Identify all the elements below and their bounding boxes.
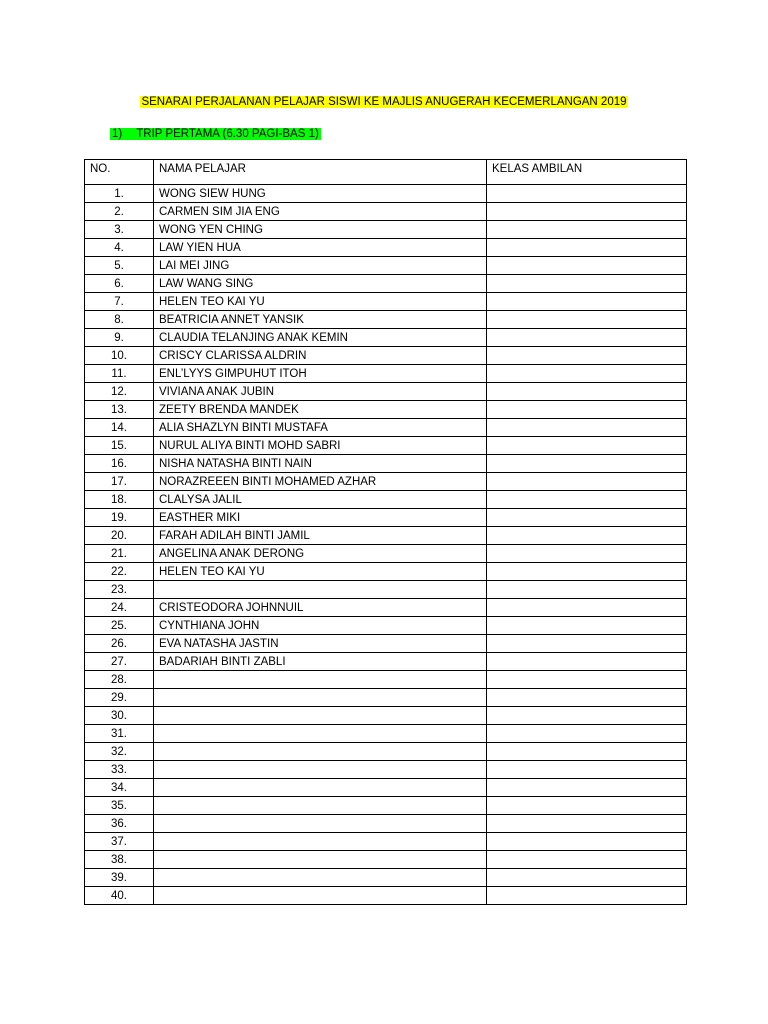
student-name-cell: ALIA SHAZLYN BINTI MUSTAFA xyxy=(154,419,487,437)
kelas-ambilan-cell xyxy=(487,401,687,419)
table-row xyxy=(85,815,687,833)
row-number-cell: 25. xyxy=(85,617,154,635)
student-name-cell: ANGELINA ANAK DERONG xyxy=(154,545,487,563)
trip-label: TRIP PERTAMA (6.30 PAGI-BAS 1) xyxy=(136,128,319,140)
kelas-ambilan-cell xyxy=(487,617,687,635)
row-number-cell: 1. xyxy=(85,185,154,203)
row-number-cell: 12. xyxy=(85,383,154,401)
kelas-ambilan-cell xyxy=(487,653,687,671)
table-row xyxy=(85,563,687,581)
kelas-ambilan-cell xyxy=(487,491,687,509)
kelas-ambilan-cell xyxy=(487,887,687,905)
kelas-ambilan-cell xyxy=(487,851,687,869)
kelas-ambilan-cell xyxy=(487,635,687,653)
kelas-ambilan-cell xyxy=(487,599,687,617)
row-number-cell: 31. xyxy=(85,725,154,743)
row-number-cell: 29. xyxy=(85,689,154,707)
student-name-cell: LAI MEI JING xyxy=(154,257,487,275)
kelas-ambilan-cell xyxy=(487,833,687,851)
table-row xyxy=(85,419,687,437)
table-row xyxy=(85,797,687,815)
table-body xyxy=(85,185,687,905)
kelas-ambilan-cell xyxy=(487,185,687,203)
kelas-ambilan-cell xyxy=(487,815,687,833)
header-nama-pelajar: NAMA PELAJAR xyxy=(154,160,487,185)
row-number-cell: 38. xyxy=(85,851,154,869)
row-number-cell: 2. xyxy=(85,203,154,221)
kelas-ambilan-cell xyxy=(487,797,687,815)
row-number-cell: 36. xyxy=(85,815,154,833)
row-number-cell: 20. xyxy=(85,527,154,545)
table-row xyxy=(85,293,687,311)
table-row xyxy=(85,185,687,203)
table-row xyxy=(85,383,687,401)
table-row xyxy=(85,833,687,851)
student-name-cell: HELEN TEO KAI YU xyxy=(154,563,487,581)
kelas-ambilan-cell xyxy=(487,545,687,563)
row-number-cell: 15. xyxy=(85,437,154,455)
student-name-cell: CRISTEODORA JOHNNUIL xyxy=(154,599,487,617)
row-number-cell: 17. xyxy=(85,473,154,491)
row-number-cell: 18. xyxy=(85,491,154,509)
document-title xyxy=(0,94,768,110)
table-row xyxy=(85,779,687,797)
student-name-cell xyxy=(154,833,487,851)
kelas-ambilan-cell xyxy=(487,239,687,257)
row-number-cell: 4. xyxy=(85,239,154,257)
table-row xyxy=(85,257,687,275)
table-row xyxy=(85,311,687,329)
table-row xyxy=(85,743,687,761)
row-number-cell: 37. xyxy=(85,833,154,851)
kelas-ambilan-cell xyxy=(487,671,687,689)
student-name-cell: BEATRICIA ANNET YANSIK xyxy=(154,311,487,329)
table-row xyxy=(85,599,687,617)
student-name-cell xyxy=(154,689,487,707)
row-number-cell: 7. xyxy=(85,293,154,311)
kelas-ambilan-cell xyxy=(487,527,687,545)
row-number-cell: 22. xyxy=(85,563,154,581)
row-number-cell: 32. xyxy=(85,743,154,761)
kelas-ambilan-cell xyxy=(487,347,687,365)
kelas-ambilan-cell xyxy=(487,473,687,491)
row-number-cell: 14. xyxy=(85,419,154,437)
student-name-cell xyxy=(154,743,487,761)
kelas-ambilan-cell xyxy=(487,311,687,329)
row-number-cell: 26. xyxy=(85,635,154,653)
table-row xyxy=(85,347,687,365)
student-name-cell xyxy=(154,815,487,833)
student-name-cell: NURUL ALIYA BINTI MOHD SABRI xyxy=(154,437,487,455)
student-name-cell: CLAUDIA TELANJING ANAK KEMIN xyxy=(154,329,487,347)
kelas-ambilan-cell xyxy=(487,743,687,761)
trip-number: 1) xyxy=(112,128,123,140)
student-name-cell: BADARIAH BINTI ZABLI xyxy=(154,653,487,671)
table-header-row xyxy=(85,160,687,185)
row-number-cell: 8. xyxy=(85,311,154,329)
row-number-cell: 34. xyxy=(85,779,154,797)
row-number-cell: 3. xyxy=(85,221,154,239)
document-title-text: SENARAI PERJALANAN PELAJAR SISWI KE MAJLIS ANUGERAH KECEMERLANGAN 2019 xyxy=(141,96,627,108)
student-name-cell xyxy=(154,761,487,779)
table-row xyxy=(85,527,687,545)
table-row xyxy=(85,869,687,887)
row-number-cell: 11. xyxy=(85,365,154,383)
student-name-cell: NISHA NATASHA BINTI NAIN xyxy=(154,455,487,473)
table-row xyxy=(85,203,687,221)
table-row xyxy=(85,635,687,653)
kelas-ambilan-cell xyxy=(487,329,687,347)
student-name-cell xyxy=(154,779,487,797)
kelas-ambilan-cell xyxy=(487,275,687,293)
row-number-cell: 9. xyxy=(85,329,154,347)
kelas-ambilan-cell xyxy=(487,437,687,455)
row-number-cell: 35. xyxy=(85,797,154,815)
student-name-cell xyxy=(154,725,487,743)
row-number-cell: 5. xyxy=(85,257,154,275)
table-row xyxy=(85,581,687,599)
trip-heading xyxy=(110,126,321,142)
table-row xyxy=(85,239,687,257)
row-number-cell: 10. xyxy=(85,347,154,365)
student-name-cell xyxy=(154,581,487,599)
table-row xyxy=(85,725,687,743)
student-name-cell xyxy=(154,797,487,815)
table-row xyxy=(85,509,687,527)
table-row xyxy=(85,761,687,779)
student-name-cell: FARAH ADILAH BINTI JAMIL xyxy=(154,527,487,545)
kelas-ambilan-cell xyxy=(487,509,687,527)
row-number-cell: 28. xyxy=(85,671,154,689)
row-number-cell: 13. xyxy=(85,401,154,419)
kelas-ambilan-cell xyxy=(487,221,687,239)
kelas-ambilan-cell xyxy=(487,761,687,779)
student-name-cell xyxy=(154,671,487,689)
table-row xyxy=(85,617,687,635)
kelas-ambilan-cell xyxy=(487,689,687,707)
kelas-ambilan-cell xyxy=(487,707,687,725)
student-name-cell xyxy=(154,887,487,905)
row-number-cell: 30. xyxy=(85,707,154,725)
table-row xyxy=(85,653,687,671)
kelas-ambilan-cell xyxy=(487,455,687,473)
header-kelas-ambilan: KELAS AMBILAN xyxy=(487,160,687,185)
student-name-cell: CARMEN SIM JIA ENG xyxy=(154,203,487,221)
kelas-ambilan-cell xyxy=(487,293,687,311)
student-name-cell: VIVIANA ANAK JUBIN xyxy=(154,383,487,401)
table-row xyxy=(85,221,687,239)
table-row xyxy=(85,455,687,473)
kelas-ambilan-cell xyxy=(487,779,687,797)
student-name-cell: CLALYSA JALIL xyxy=(154,491,487,509)
student-name-cell: NORAZREEEN BINTI MOHAMED AZHAR xyxy=(154,473,487,491)
table-row xyxy=(85,401,687,419)
student-name-cell: EVA NATASHA JASTIN xyxy=(154,635,487,653)
row-number-cell: 19. xyxy=(85,509,154,527)
table-row xyxy=(85,887,687,905)
row-number-cell: 33. xyxy=(85,761,154,779)
student-roster-table xyxy=(84,159,687,905)
kelas-ambilan-cell xyxy=(487,869,687,887)
student-name-cell: CRISCY CLARISSA ALDRIN xyxy=(154,347,487,365)
student-name-cell: WONG YEN CHING xyxy=(154,221,487,239)
student-name-cell xyxy=(154,707,487,725)
kelas-ambilan-cell xyxy=(487,725,687,743)
student-name-cell: LAW WANG SING xyxy=(154,275,487,293)
table-row xyxy=(85,365,687,383)
kelas-ambilan-cell xyxy=(487,383,687,401)
header-no: NO. xyxy=(85,160,154,185)
kelas-ambilan-cell xyxy=(487,257,687,275)
kelas-ambilan-cell xyxy=(487,365,687,383)
kelas-ambilan-cell xyxy=(487,419,687,437)
kelas-ambilan-cell xyxy=(487,581,687,599)
student-name-cell: EASTHER MIKI xyxy=(154,509,487,527)
table-row xyxy=(85,671,687,689)
table-row xyxy=(85,275,687,293)
row-number-cell: 21. xyxy=(85,545,154,563)
table-row xyxy=(85,851,687,869)
table-row xyxy=(85,437,687,455)
table-row xyxy=(85,473,687,491)
row-number-cell: 23. xyxy=(85,581,154,599)
student-name-cell: CYNTHIANA JOHN xyxy=(154,617,487,635)
kelas-ambilan-cell xyxy=(487,563,687,581)
kelas-ambilan-cell xyxy=(487,203,687,221)
row-number-cell: 24. xyxy=(85,599,154,617)
row-number-cell: 39. xyxy=(85,869,154,887)
student-name-cell: ENL’LYYS GIMPUHUT ITOH xyxy=(154,365,487,383)
student-name-cell: LAW YIEN HUA xyxy=(154,239,487,257)
table-row xyxy=(85,545,687,563)
row-number-cell: 40. xyxy=(85,887,154,905)
row-number-cell: 27. xyxy=(85,653,154,671)
student-name-cell: WONG SIEW HUNG xyxy=(154,185,487,203)
student-name-cell xyxy=(154,869,487,887)
student-name-cell: ZEETY BRENDA MANDEK xyxy=(154,401,487,419)
student-name-cell xyxy=(154,851,487,869)
table-row xyxy=(85,689,687,707)
table-row xyxy=(85,707,687,725)
table-row xyxy=(85,329,687,347)
trip-heading-highlight xyxy=(110,128,321,140)
table-row xyxy=(85,491,687,509)
student-name-cell: HELEN TEO KAI YU xyxy=(154,293,487,311)
row-number-cell: 16. xyxy=(85,455,154,473)
row-number-cell: 6. xyxy=(85,275,154,293)
